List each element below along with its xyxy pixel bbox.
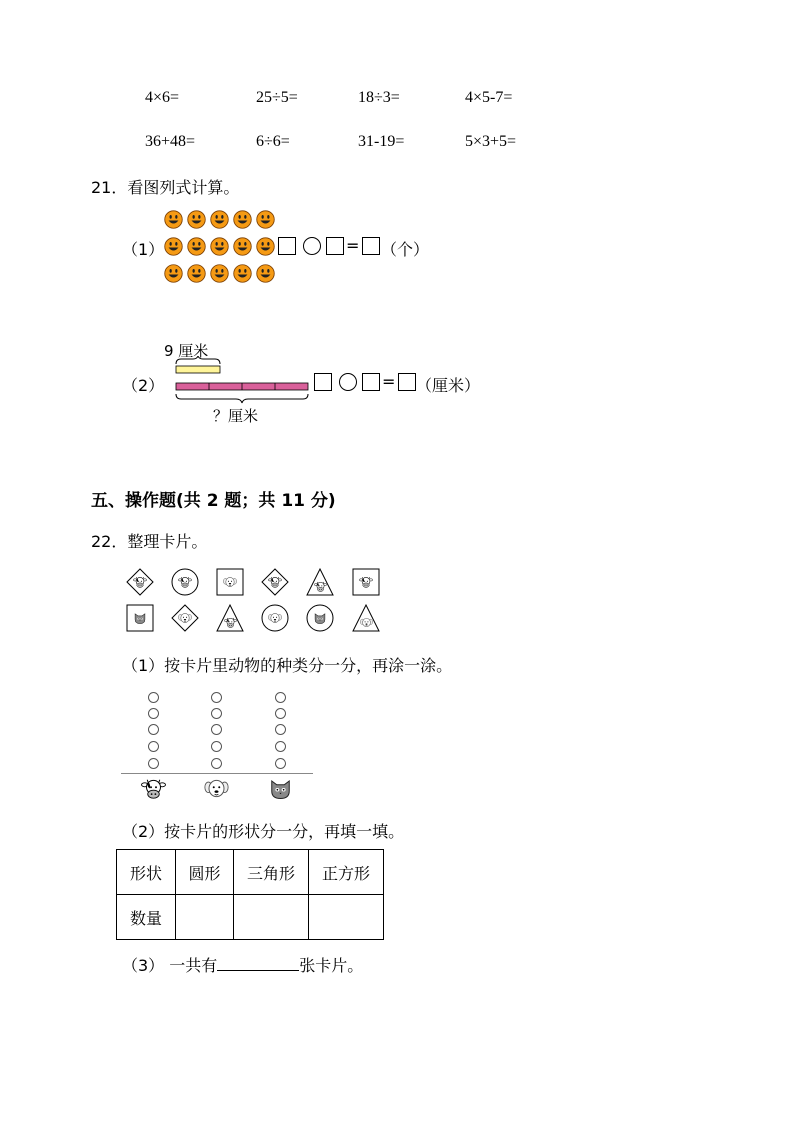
cat-icon [313, 611, 327, 630]
calc-item: 4×5-7= [465, 89, 513, 106]
cat-icon [133, 611, 147, 630]
dog-icon [178, 611, 192, 630]
part-label: （1） [122, 240, 165, 259]
answer-box[interactable] [314, 373, 332, 391]
answer-blank[interactable] [217, 956, 299, 971]
bar-top-label: 9 厘米 [164, 342, 209, 360]
question-22-heading [91, 529, 207, 552]
unit-label: （个） [381, 240, 430, 259]
smiley-icon [210, 210, 229, 229]
part-label: （2） [122, 376, 165, 395]
question-21-heading [91, 175, 239, 198]
card-triangle-cow [306, 568, 334, 596]
instruction-3-prefix: （3） 一共有 [122, 956, 218, 975]
table-answer-cell[interactable] [176, 895, 234, 940]
operator-circle[interactable] [339, 373, 357, 391]
cow-icon [133, 575, 147, 594]
calc-item: 18÷3= [358, 89, 400, 106]
smiley-icon [187, 264, 206, 283]
answer-box[interactable] [398, 373, 416, 391]
smiley-icon [187, 210, 206, 229]
section-title: 五、操作题(共 2 题；共 11 分) [91, 491, 336, 511]
tally-circle[interactable] [148, 708, 159, 719]
tally-baseline [121, 773, 313, 774]
card-diamond-cow [126, 568, 154, 596]
unit-label: （厘米） [416, 376, 481, 395]
dog-icon [204, 776, 229, 806]
calc-item: 5×3+5= [465, 133, 517, 150]
tally-circle[interactable] [275, 758, 286, 769]
instruction-2: （2）按卡片的形状分一分，再填一填。 [122, 822, 405, 841]
card-square-cow [352, 568, 380, 596]
top-brace [176, 356, 220, 364]
bar-bottom-label: ？厘米 [213, 407, 259, 425]
yellow-bar [176, 366, 220, 373]
card-circle-dog [261, 604, 289, 632]
question-number: 21． [91, 178, 128, 197]
smiley-icon [187, 237, 206, 256]
cat-icon [268, 776, 293, 806]
tally-circle[interactable] [211, 692, 222, 703]
tally-circle[interactable] [211, 758, 222, 769]
calc-item: 25÷5= [256, 89, 298, 106]
equals-sign: = [346, 236, 360, 255]
instruction-1: （1）按卡片里动物的种类分一分，再涂一涂。 [122, 656, 453, 675]
smiley-icon [210, 237, 229, 256]
calc-item: 31-19= [358, 133, 405, 150]
smiley-icon [233, 237, 252, 256]
answer-box[interactable] [362, 373, 380, 391]
tally-circle[interactable] [148, 692, 159, 703]
tally-circle[interactable] [148, 724, 159, 735]
card-square-cat [126, 604, 154, 632]
dog-icon [360, 616, 373, 634]
smiley-icon [256, 264, 275, 283]
tally-circle[interactable] [148, 741, 159, 752]
smiley-icon [164, 264, 183, 283]
tally-circle[interactable] [275, 708, 286, 719]
bottom-brace [176, 394, 308, 403]
smiley-icon [210, 264, 229, 283]
card-triangle-dog [352, 604, 380, 632]
instruction-3-suffix: 张卡片。 [299, 956, 364, 975]
cow-icon [359, 575, 373, 594]
tally-circle[interactable] [275, 692, 286, 703]
smiley-icon [233, 210, 252, 229]
calc-item: 36+48= [145, 133, 196, 150]
calc-item: 4×6= [145, 89, 180, 106]
tally-circle[interactable] [211, 741, 222, 752]
smiley-icon [256, 237, 275, 256]
card-triangle-cow [216, 604, 244, 632]
question-number: 22． [91, 532, 128, 551]
smiley-icon [164, 210, 183, 229]
question-title: 看图列式计算。 [127, 178, 240, 197]
cow-icon [141, 776, 166, 806]
instruction-3 [122, 953, 363, 976]
answer-box[interactable] [326, 237, 344, 255]
table-header-cell: 三角形 [234, 850, 309, 895]
card-diamond-cow [261, 568, 289, 596]
smiley-icon [233, 264, 252, 283]
calc-item: 6÷6= [256, 133, 290, 150]
equals-sign: = [382, 372, 396, 391]
cow-icon [314, 580, 327, 598]
smiley-icon [256, 210, 275, 229]
table-row-label: 数量 [117, 895, 176, 940]
cow-icon [224, 616, 237, 634]
smiley-icon [164, 237, 183, 256]
card-circle-cat [306, 604, 334, 632]
card-square-dog [216, 568, 244, 596]
shape-count-table [116, 849, 384, 940]
table-answer-cell[interactable] [234, 895, 309, 940]
tally-circle[interactable] [275, 724, 286, 735]
question-title: 整理卡片。 [127, 532, 208, 551]
operator-circle[interactable] [303, 237, 321, 255]
tally-circle[interactable] [211, 724, 222, 735]
tally-circle[interactable] [211, 708, 222, 719]
tally-circle[interactable] [275, 741, 286, 752]
cow-icon [178, 575, 192, 594]
table-header-cell: 形状 [117, 850, 176, 895]
dog-icon [223, 575, 237, 594]
tally-circle[interactable] [148, 758, 159, 769]
card-circle-cow [171, 568, 199, 596]
answer-box[interactable] [362, 237, 380, 255]
card-diamond-dog [171, 604, 199, 632]
cow-icon [268, 575, 282, 594]
table-header-cell: 圆形 [176, 850, 234, 895]
dog-icon [268, 611, 282, 630]
answer-box[interactable] [278, 237, 296, 255]
table-header-cell: 正方形 [309, 850, 384, 895]
table-answer-cell[interactable] [309, 895, 384, 940]
